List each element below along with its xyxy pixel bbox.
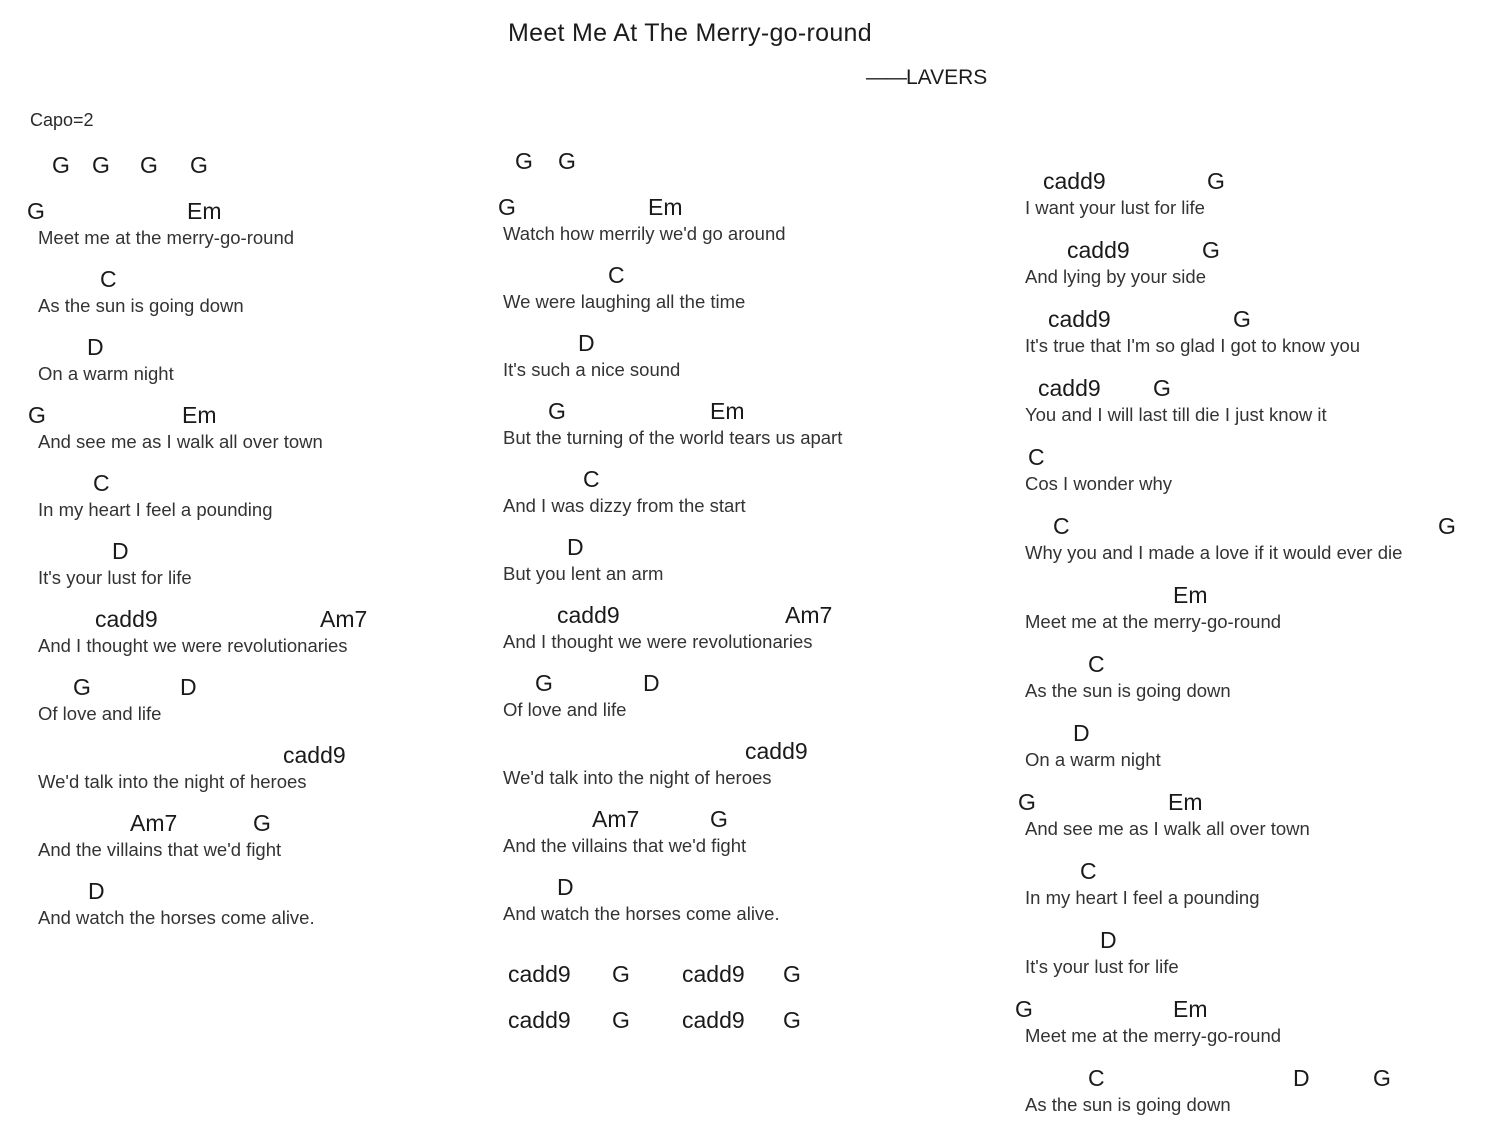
chord-label: C (100, 266, 117, 292)
column-2 (498, 146, 842, 1051)
chord-line (27, 536, 348, 566)
chord-label: G (1202, 237, 1220, 263)
lyric-line: And the villains that we'd fight (503, 835, 747, 856)
lyric-line: Meet me at the merry-go-round (1025, 1025, 1282, 1046)
chord-line (27, 196, 348, 226)
chord-lyric-pair (27, 400, 348, 454)
chord-label: C (1080, 858, 1097, 884)
lyric-line: And see me as I walk all over town (1025, 818, 1310, 839)
lyric-line: You and I will last till die I just know it (1025, 404, 1327, 425)
chord-label: D (567, 534, 584, 560)
chord-line (1013, 166, 1402, 196)
chord-lyric-pair (498, 464, 842, 518)
chord-label: D (87, 334, 104, 360)
chord-label: Am7 (320, 606, 368, 632)
chord-label: G (27, 198, 45, 224)
chord-lyric-pair (1013, 787, 1402, 841)
chord-line (498, 804, 842, 834)
chord-label: G (558, 148, 576, 174)
chord-label: G (28, 402, 46, 428)
lyric-line: In my heart I feel a pounding (38, 499, 273, 520)
lyric-line: We'd talk into the night of heroes (503, 767, 772, 788)
chord-lyric-pair (1013, 925, 1402, 979)
lyric-line: Cos I wonder why (1025, 473, 1173, 494)
chord-lyric-pair (498, 192, 842, 246)
chord-lyric-pair (27, 604, 368, 658)
chord-line (27, 332, 348, 362)
chord-label: G (92, 152, 110, 178)
chord-lyric-pair (1013, 304, 1402, 358)
chord-line (1013, 511, 1456, 541)
artist-credit-dash: —— (866, 66, 906, 89)
chord-line (498, 532, 842, 562)
chord-label: Em (182, 402, 217, 428)
chord-lyric-pair (1013, 1063, 1402, 1117)
chord-line (1013, 373, 1402, 403)
lyric-line: And see me as I walk all over town (38, 431, 323, 452)
chord-lyric-pair (27, 264, 348, 318)
chord-label: G (73, 674, 91, 700)
lyric-line: Watch how merrily we'd go around (503, 223, 786, 244)
lyric-line: On a warm night (1025, 749, 1161, 770)
chord-line (1013, 580, 1402, 610)
chord-lyric-pair (1013, 166, 1402, 220)
lyric-line: It's such a nice sound (503, 359, 681, 380)
chord-label: G (190, 152, 208, 178)
chord-line (1013, 442, 1402, 472)
chord-lyric-pair (27, 332, 348, 386)
chord-lyric-pair (27, 672, 348, 726)
lyric-line: It's your lust for life (38, 567, 192, 588)
chord-lyric-pair (498, 600, 842, 654)
chord-label: Em (710, 398, 745, 424)
chord-line (498, 192, 842, 222)
chord-line (1013, 994, 1402, 1024)
lyric-line: And lying by your side (1025, 266, 1206, 287)
chord-label: Am7 (785, 602, 833, 628)
lyric-line: Of love and life (38, 703, 162, 724)
chord-label: G (710, 806, 728, 832)
lyric-line: And watch the horses come alive. (38, 907, 315, 928)
chord-label: Em (1173, 996, 1208, 1022)
chord-lyric-pair (1013, 235, 1402, 289)
chord-line (27, 604, 368, 634)
chord-label: G (498, 194, 516, 220)
lyric-line: But you lent an arm (503, 563, 664, 584)
chord-label: G (1015, 996, 1033, 1022)
chord-row (27, 150, 348, 180)
chord-line (1013, 649, 1402, 679)
chord-label: G (253, 810, 271, 836)
chord-lyric-pair (498, 668, 842, 722)
chord-line (498, 736, 842, 766)
chord-lyric-pair (498, 736, 842, 790)
lyric-line: And I was dizzy from the start (503, 495, 746, 516)
chord-label: Em (1173, 582, 1208, 608)
lyric-line: It's your lust for life (1025, 956, 1179, 977)
lyric-line: And I thought we were revolutionaries (38, 635, 348, 656)
lyric-line: But the turning of the world tears us apart (503, 427, 843, 448)
chord-lyric-pair (1013, 580, 1402, 634)
chord-label: G (1373, 1065, 1391, 1091)
chord-label: G (548, 398, 566, 424)
chord-line (498, 600, 842, 630)
capo-indicator: Capo=2 (30, 110, 94, 130)
chord-lyric-pair (27, 536, 348, 590)
chord-label: cadd9 (1048, 306, 1111, 332)
chord-label: cadd9 (508, 961, 571, 987)
chord-label: cadd9 (682, 1007, 745, 1033)
chord-line (498, 464, 842, 494)
chord-label: D (1293, 1065, 1310, 1091)
lyric-line: As the sun is going down (1025, 680, 1231, 701)
chord-line (1013, 787, 1402, 817)
chord-label: G (515, 148, 533, 174)
chord-label: G (1438, 513, 1456, 539)
chord-line (498, 328, 842, 358)
chord-line (498, 260, 842, 290)
chord-label: G (783, 1007, 801, 1033)
lyric-line: In my heart I feel a pounding (1025, 887, 1260, 908)
lyric-line: As the sun is going down (38, 295, 244, 316)
lyric-line: Why you and I made a love if it would ever die (1025, 542, 1403, 563)
chord-line (1013, 304, 1402, 334)
chord-label: G (612, 961, 630, 987)
chord-line (498, 396, 842, 426)
chord-label: C (93, 470, 110, 496)
chord-label: C (608, 262, 625, 288)
lyric-line: Meet me at the merry-go-round (38, 227, 295, 248)
chord-lyric-pair (498, 532, 842, 586)
chord-label: G (612, 1007, 630, 1033)
chord-label: G (535, 670, 553, 696)
column-1 (27, 150, 368, 944)
column-3 (1013, 166, 1456, 1126)
chord-label: C (1088, 651, 1105, 677)
chord-row (498, 146, 842, 176)
chord-label: cadd9 (283, 742, 346, 768)
chord-line (1013, 925, 1402, 955)
chord-line (27, 672, 348, 702)
lyric-line: I want your lust for life (1025, 197, 1205, 218)
chord-label: cadd9 (557, 602, 620, 628)
chord-lyric-pair (1013, 373, 1402, 427)
chord-label: G (1233, 306, 1251, 332)
chord-label: D (578, 330, 595, 356)
lyric-line: And watch the horses come alive. (503, 903, 780, 924)
chord-label: G (1153, 375, 1171, 401)
lyric-line: Meet me at the merry-go-round (1025, 611, 1282, 632)
chord-lyric-pair (27, 876, 348, 930)
chord-label: Am7 (592, 806, 640, 832)
lyric-line: Of love and life (503, 699, 627, 720)
chord-lyric-pair (498, 804, 842, 858)
lyric-line: We'd talk into the night of heroes (38, 771, 307, 792)
chord-label: C (583, 466, 600, 492)
chord-label: cadd9 (1067, 237, 1130, 263)
chord-lyric-pair (498, 260, 842, 314)
chord-label: Em (1168, 789, 1203, 815)
chord-line (1013, 718, 1402, 748)
chord-label: cadd9 (508, 1007, 571, 1033)
chord-label: G (1207, 168, 1225, 194)
chord-line (1013, 235, 1402, 265)
lyric-line: We were laughing all the time (503, 291, 746, 312)
chord-label: G (140, 152, 158, 178)
chord-label: cadd9 (682, 961, 745, 987)
artist-credit (866, 66, 987, 90)
chord-line (27, 468, 348, 498)
chord-label: Am7 (130, 810, 178, 836)
lyric-line: It's true that I'm so glad I got to know you (1025, 335, 1361, 356)
lyric-line: As the sun is going down (1025, 1094, 1231, 1115)
chord-line (27, 876, 348, 906)
chord-label: D (1100, 927, 1117, 953)
chord-label: G (52, 152, 70, 178)
chord-label: C (1028, 444, 1045, 470)
chord-line (27, 740, 348, 770)
chord-label: cadd9 (95, 606, 158, 632)
chord-label: G (783, 961, 801, 987)
chord-label: D (557, 874, 574, 900)
chord-label: D (180, 674, 197, 700)
lyric-line: And I thought we were revolutionaries (503, 631, 813, 652)
chord-row (498, 959, 842, 989)
chord-label: D (88, 878, 105, 904)
chord-lyric-pair (27, 468, 348, 522)
chord-line (498, 668, 842, 698)
chord-line (498, 146, 842, 176)
chord-lyric-pair (27, 196, 348, 250)
chord-label: cadd9 (1038, 375, 1101, 401)
chord-label: Em (187, 198, 222, 224)
chord-label: cadd9 (745, 738, 808, 764)
chord-lyric-pair (27, 808, 348, 862)
chord-label: D (112, 538, 129, 564)
chord-lyric-pair (1013, 994, 1402, 1048)
chord-line (498, 872, 842, 902)
song-title: Meet Me At The Merry-go-round (508, 19, 872, 47)
chord-line (1013, 1063, 1402, 1093)
chord-label: C (1088, 1065, 1105, 1091)
chord-line (27, 150, 348, 180)
chord-lyric-pair (498, 396, 842, 450)
chord-label: Em (648, 194, 683, 220)
lyric-line: And the villains that we'd fight (38, 839, 282, 860)
chord-lyric-pair (1013, 511, 1456, 565)
chord-line (498, 1005, 842, 1035)
chord-lyric-pair (498, 872, 842, 926)
chord-lyric-pair (1013, 649, 1402, 703)
chord-lyric-pair (498, 328, 842, 382)
artist-name: LAVERS (906, 66, 988, 89)
lyric-line: On a warm night (38, 363, 174, 384)
chord-label: cadd9 (1043, 168, 1106, 194)
chord-lyric-pair (1013, 442, 1402, 496)
chord-line (1013, 856, 1402, 886)
chord-lyric-pair (1013, 718, 1402, 772)
chord-row (498, 1005, 842, 1035)
chord-lyric-pair (1013, 856, 1402, 910)
chord-label: G (1018, 789, 1036, 815)
chord-line (27, 400, 348, 430)
chord-line (498, 959, 842, 989)
chord-line (27, 808, 348, 838)
chord-label: C (1053, 513, 1070, 539)
chord-lyric-pair (27, 740, 348, 794)
chord-label: D (643, 670, 660, 696)
chord-label: D (1073, 720, 1090, 746)
chord-line (27, 264, 348, 294)
